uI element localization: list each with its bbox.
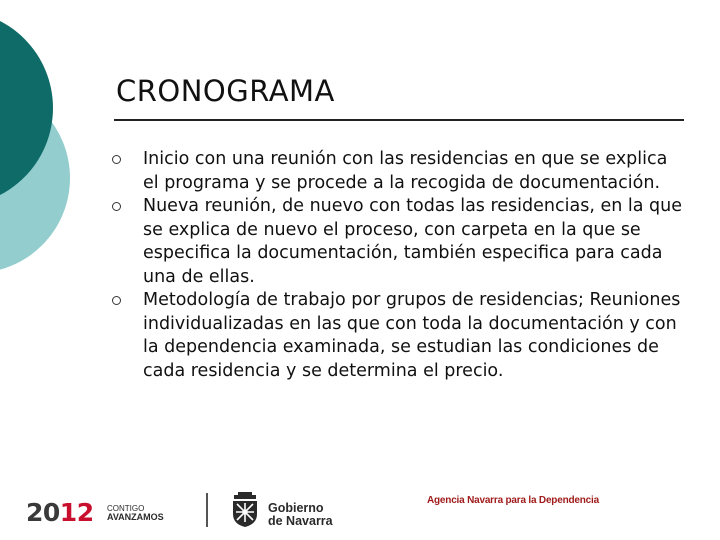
slogan-line2: AVANZAMOS bbox=[107, 512, 164, 522]
slogan-line1: CONTIGO bbox=[107, 504, 145, 513]
footer-divider bbox=[206, 493, 208, 527]
bullet-ring-icon bbox=[112, 296, 121, 305]
agency-name: Agencia Navarra para la Dependencia bbox=[427, 495, 599, 506]
bullet-ring-icon bbox=[112, 155, 121, 164]
title-underline bbox=[114, 119, 684, 121]
year-logo bbox=[26, 498, 94, 527]
navarra-shield-icon bbox=[229, 490, 261, 528]
bullet-text: Inicio con una reunión con las residencias en que se explica el programa y se procede a la recogida de documentación. bbox=[143, 149, 668, 193]
bullet-item bbox=[112, 195, 687, 289]
year-suffix: 12 bbox=[59, 498, 94, 527]
slogan bbox=[107, 504, 164, 522]
government-line2: de Navarra bbox=[268, 514, 333, 528]
decorative-circles bbox=[0, 0, 80, 300]
bullet-ring-icon bbox=[112, 202, 121, 211]
government-name bbox=[268, 502, 333, 528]
bullet-text: Nueva reunión, de nuevo con todas las residencias, en la que se explica de nuevo el proceso, con carpeta en la que se especifica la documentación, también especifica para cada una de ellas. bbox=[143, 196, 682, 287]
bullet-item bbox=[112, 148, 687, 195]
government-line1: Gobierno bbox=[268, 501, 324, 515]
bullet-item bbox=[112, 289, 687, 383]
year-prefix: 20 bbox=[26, 498, 60, 527]
slide-title: CRONOGRAMA bbox=[116, 74, 335, 108]
bullet-text: Metodología de trabajo por grupos de residencias; Reuniones individualizadas en las que con toda la documentación y con la dependencia examinada, se estudian las condiciones de cada residencia y se determina el precio. bbox=[143, 290, 681, 381]
bullet-list bbox=[112, 148, 687, 383]
